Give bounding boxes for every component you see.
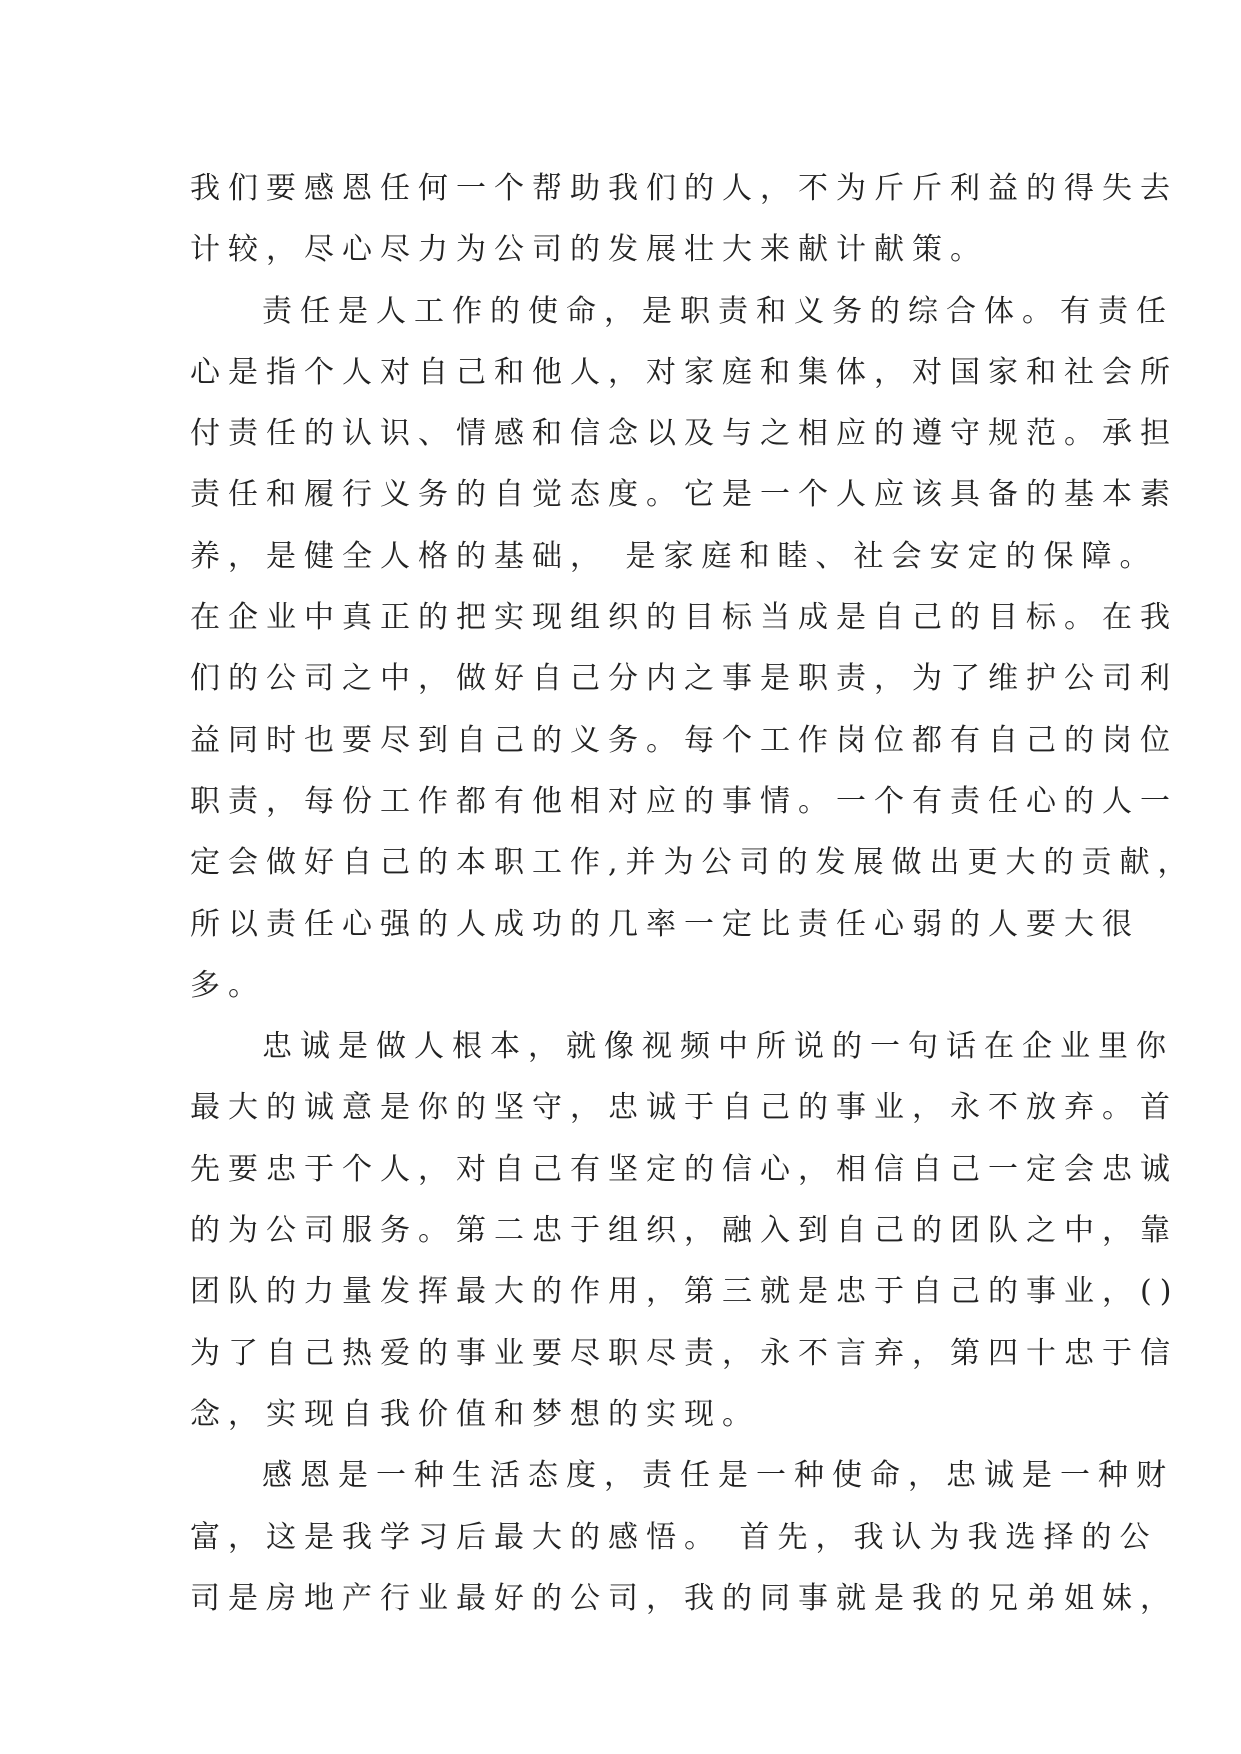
text-line: 在企业中真正的把实现组织的目标当成是自己的目标。在我 bbox=[190, 600, 1178, 636]
text-line: 付责任的认识、情感和信念以及与之相应的遵守规范。承担 bbox=[190, 416, 1178, 452]
text-line: 们的公司之中，做好自己分内之事是职责，为了维护公司利 bbox=[190, 661, 1178, 697]
text-line: 的为公司服务。第二忠于组织，融入到自己的团队之中，靠 bbox=[190, 1213, 1178, 1249]
paragraph-first-line: 感恩是一种生活态度，责任是一种使命，忠诚是一种财 bbox=[262, 1458, 1174, 1494]
text-line: 责任和履行义务的自觉态度。它是一个人应该具备的基本素 bbox=[190, 477, 1178, 513]
text-line: 多。 bbox=[190, 967, 266, 1003]
text-line: 司是房地产行业最好的公司，我的同事就是我的兄弟姐妹， bbox=[190, 1580, 1178, 1616]
text-line: 先要忠于个人，对自己有坚定的信心，相信自己一定会忠诚 bbox=[190, 1151, 1178, 1187]
text-line: 最大的诚意是你的坚守，忠诚于自己的事业，永不放弃。首 bbox=[190, 1090, 1178, 1126]
text-line: 为了自己热爱的事业要尽职尽责，永不言弃，第四十忠于信 bbox=[190, 1335, 1178, 1371]
text-line: 益同时也要尽到自己的义务。每个工作岗位都有自己的岗位 bbox=[190, 722, 1178, 758]
paragraph-first-line: 责任是人工作的使命，是职责和义务的综合体。有责任 bbox=[262, 293, 1174, 329]
text-line: 职责，每份工作都有他相对应的事情。一个有责任心的人一 bbox=[190, 783, 1178, 819]
text-line: 养，是健全人格的基础， 是家庭和睦、社会安定的保障。 bbox=[190, 538, 1158, 574]
text-line: 定会做好自己的本职工作,并为公司的发展做出更大的贡献， bbox=[190, 845, 1196, 881]
text-line: 所以责任心强的人成功的几率一定比责任心弱的人要大很 bbox=[190, 906, 1140, 942]
text-line: 计较，尽心尽力为公司的发展壮大来献计献策。 bbox=[190, 232, 988, 268]
document-body bbox=[190, 158, 1196, 1629]
paragraph-first-line: 忠诚是做人根本，就像视频中所说的一句话在企业里你 bbox=[262, 1029, 1174, 1065]
text-line: 心是指个人对自己和他人，对家庭和集体，对国家和社会所 bbox=[190, 354, 1178, 390]
text-line: 我们要感恩任何一个帮助我们的人，不为斤斤利益的得失去 bbox=[190, 171, 1178, 206]
text-line: 团队的力量发挥最大的作用，第三就是忠于自己的事业，() bbox=[190, 1274, 1180, 1310]
text-line: 富，这是我学习后最大的感悟。 首先，我认为我选择的公 bbox=[190, 1519, 1158, 1555]
text-line: 念，实现自我价值和梦想的实现。 bbox=[190, 1396, 760, 1432]
